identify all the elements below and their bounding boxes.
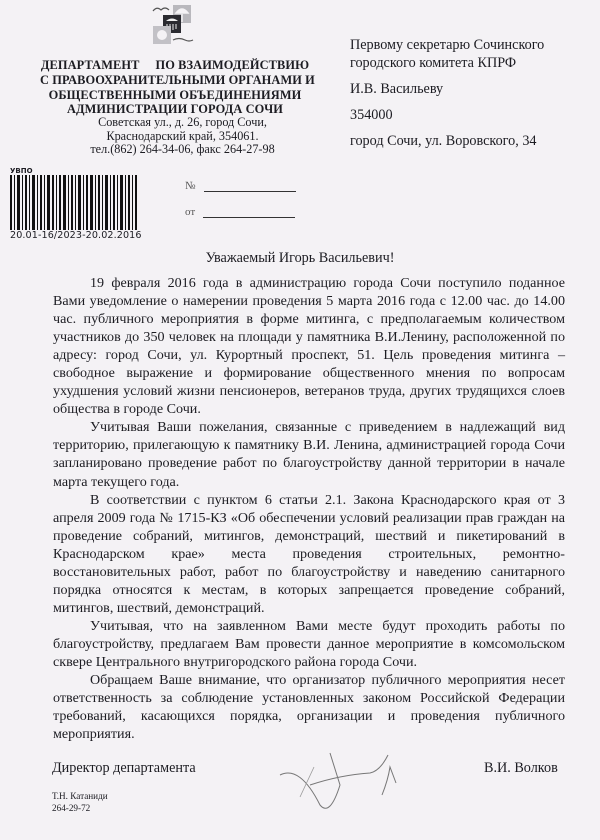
recipient-line: городского комитета КПРФ bbox=[350, 55, 517, 71]
letter-body bbox=[53, 274, 565, 743]
recipient-line: город Сочи, ул. Воровского, 34 bbox=[350, 133, 537, 149]
paragraph: Учитывая, что на заявленном Вами месте будут проходить работы по благоустройству, предлагаем Вам провести данное мероприятие в комсомольском сквере Центрального внутригородского района города Сочи. bbox=[53, 617, 565, 670]
recipient-line: И.В. Васильеву bbox=[350, 81, 444, 97]
paragraph: В соответствии с пунктом 6 статьи 2.1. Закона Краснодарского края от 3 апреля 2009 года № 1715-КЗ «Об обеспечении условий реализации прав граждан на проведение собраний, митингов, демонстраций, шествий и пикетирований в Краснодарском крае» места проведения строительных, ремонтно-восстановительных работ, работ по благоустройству и наведению санитарного порядка относятся к местам, в которых запрещается проведение собраний, митингов, шествий, демонстраций. bbox=[53, 491, 565, 616]
paragraph: Учитывая Ваши пожелания, связанные с приведением в надлежащий вид территорию, прилегающую к памятнику В.И. Ленина, администрацией города Сочи запланировано проведение работ по благоустройству данной территории в начале марта текущего года. bbox=[53, 419, 565, 490]
paragraph: 19 февраля 2016 года в администрацию города Сочи поступило поданное Вами уведомление о намерении проведения 5 марта 2016 года с 12.00 час. до 14.00 час. публичного мероприятия в форме митинга, с предполагаемым количеством участников до 350 человек на площади у памятника В.И.Ленину, расположенной по адресу: город Сочи, ул. Курортный проспект, 51. Цель проведения митинга – свободное выражение и формирование общественного мнения по вопросам ухудшения условий жизни пенсионеров, ветеранов труда, других трудящихся слоев общества в городе Сочи. bbox=[53, 275, 565, 418]
outgoing-number-field bbox=[185, 180, 296, 192]
signatory-name: В.И. Волков bbox=[484, 760, 558, 776]
paragraph: Обращаем Ваше внимание, что организатор публичного мероприятия несет ответственность за соблюдение установленных законом Российской Федерации требований, касающихся порядка, организации и проведения публичного мероприятия. bbox=[53, 672, 565, 743]
date-underline bbox=[203, 207, 295, 218]
department-line: АДМИНИСТРАЦИИ ГОРОДА СОЧИ bbox=[66, 102, 284, 117]
recipient-block bbox=[350, 36, 544, 150]
recipient-line: Первому секретарю Сочинского bbox=[350, 37, 545, 53]
department-line: С ПРАВООХРАНИТЕЛЬНЫМИ ОРГАНАМИ И bbox=[40, 72, 315, 87]
signatory-title: Директор департамента bbox=[52, 760, 196, 776]
registration-number: 20.01-16/2023-20.02.2016 bbox=[10, 230, 142, 241]
signature-icon bbox=[270, 745, 410, 815]
number-label: № bbox=[185, 180, 196, 192]
department-line: ДЕПАРТАМЕНТ ПО ВЗАИМОДЕЙСТВИЮ bbox=[40, 58, 310, 72]
date-label: от bbox=[185, 206, 196, 218]
stamp-label: УВПО bbox=[10, 167, 33, 175]
executor-name: Т.Н. Катаниди bbox=[52, 791, 108, 801]
outgoing-date-field bbox=[185, 206, 295, 218]
address-line: Краснодарский край, 354061. bbox=[106, 128, 259, 143]
greeting: Уважаемый Игорь Васильевич! bbox=[205, 250, 395, 266]
recipient-line: 354000 bbox=[350, 107, 393, 123]
address-line: тел.(862) 264-34-06, факс 264-27-98 bbox=[90, 142, 275, 157]
address-line: Советская ул., д. 26, город Сочи, bbox=[98, 115, 267, 129]
department-name bbox=[40, 58, 315, 117]
executor-phone: 264-29-72 bbox=[52, 802, 91, 813]
executor-block bbox=[52, 791, 108, 814]
barcode-icon bbox=[10, 175, 138, 230]
coat-of-arms-icon bbox=[149, 2, 195, 50]
department-line: ОБЩЕСТВЕННЫМИ ОБЪЕДИНЕНИЯМИ bbox=[48, 87, 302, 102]
department-address bbox=[60, 116, 305, 157]
number-underline bbox=[204, 181, 296, 192]
